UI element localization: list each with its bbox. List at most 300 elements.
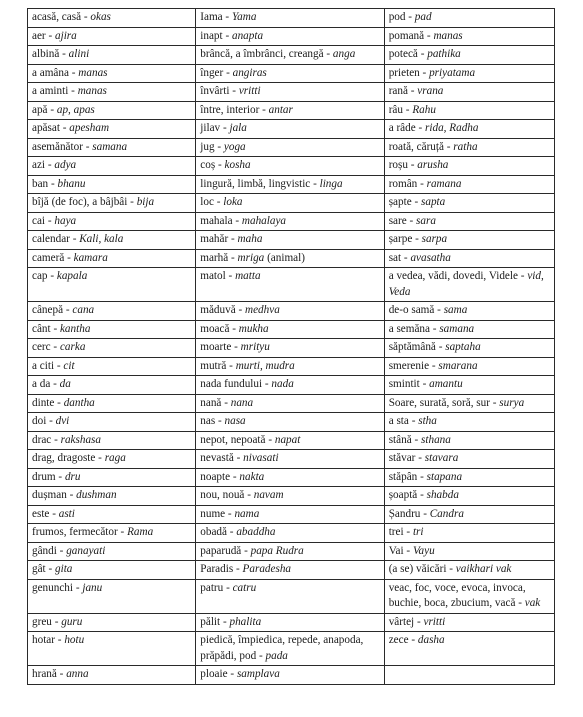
separator: - <box>225 270 236 282</box>
separator: - <box>228 251 238 264</box>
table-row <box>28 138 555 157</box>
sanskrit-word: pad <box>414 11 432 23</box>
table-cell <box>384 120 554 139</box>
table-cell <box>384 64 554 83</box>
separator: - <box>222 29 232 42</box>
romanian-word: a da <box>32 378 51 390</box>
table-cell <box>28 27 196 46</box>
sanskrit-word: hotu <box>64 634 85 646</box>
sanskrit-word: anga <box>332 48 356 60</box>
separator: - <box>64 251 74 264</box>
romanian-word: nada fundului <box>200 378 263 390</box>
table-cell <box>196 613 384 632</box>
separator: - <box>434 304 444 316</box>
sanskrit-word: antar <box>268 103 293 116</box>
romanian-word: dinte <box>32 396 55 409</box>
table-row <box>28 613 555 632</box>
table-cell <box>28 194 196 213</box>
romanian-word: sare <box>388 214 407 227</box>
separator: - <box>419 378 430 390</box>
separator: - <box>417 470 427 483</box>
table-row <box>28 632 555 666</box>
separator: - <box>54 396 64 409</box>
separator: - <box>220 615 230 628</box>
table-row <box>28 413 555 432</box>
separator: - <box>56 544 67 557</box>
romanian-word: ploaie <box>200 668 228 680</box>
romanian-word: Soare, surată, soră, sur <box>388 396 490 409</box>
table-cell <box>28 468 196 487</box>
table-cell <box>384 357 554 376</box>
romanian-word: matol <box>200 270 226 282</box>
romanian-word: drag, dragoste <box>32 452 96 464</box>
table-cell <box>28 505 196 524</box>
sanskrit-word: nasa <box>224 415 246 427</box>
romanian-word: stăpân <box>388 470 418 483</box>
table-cell <box>384 613 554 632</box>
separator: - <box>73 581 83 594</box>
table-cell <box>28 357 196 376</box>
romanian-word: cameră <box>32 251 65 264</box>
separator: - <box>45 29 55 42</box>
romanian-word: pălit <box>200 615 221 628</box>
table-cell <box>196 450 384 469</box>
table-cell <box>196 413 384 432</box>
sanskrit-word: bija <box>136 196 155 208</box>
separator: - <box>403 544 413 557</box>
romanian-word: aer <box>32 29 46 42</box>
table-row <box>28 268 555 302</box>
table-cell <box>384 157 554 176</box>
separator: - <box>429 359 439 372</box>
romanian-word: noapte <box>200 470 231 483</box>
table-cell <box>384 268 554 302</box>
romanian-word: trei <box>388 526 404 538</box>
separator: - <box>45 159 55 171</box>
sanskrit-word: carka <box>59 341 86 353</box>
sanskrit-word: mukha <box>238 322 269 335</box>
romanian-word: asemănător <box>32 140 83 153</box>
table-cell <box>384 524 554 543</box>
table-cell <box>196 138 384 157</box>
separator: - <box>408 415 419 427</box>
separator: - <box>407 159 418 171</box>
sanskrit-word: pada <box>265 649 288 662</box>
table-cell <box>196 27 384 46</box>
romanian-word: cerc <box>32 341 51 353</box>
table-cell <box>196 231 384 250</box>
sanskrit-word: Kali, kala <box>79 233 124 245</box>
separator: - <box>226 526 237 538</box>
sanskrit-word: okas <box>90 11 111 23</box>
sanskrit-word: yoga <box>223 140 246 153</box>
separator: - <box>48 177 58 190</box>
table-cell <box>28 394 196 413</box>
table-cell <box>28 524 196 543</box>
sanskrit-word: kapala <box>56 270 88 282</box>
romanian-word: greu <box>32 615 52 628</box>
separator: - <box>235 304 246 316</box>
romanian-word: nevastă <box>200 452 234 464</box>
table-cell <box>384 83 554 102</box>
table-row <box>28 157 555 176</box>
sanskrit-word: raga <box>104 452 126 464</box>
sanskrit-word: catru <box>232 581 257 594</box>
romanian-word: a aminti <box>32 85 69 97</box>
romanian-word: stăvar <box>388 452 416 464</box>
table-cell <box>384 542 554 561</box>
romanian-word: gât <box>32 563 46 575</box>
romanian-word: prieten <box>388 66 420 79</box>
separator: - <box>225 507 235 520</box>
romanian-word: Iama <box>200 11 223 23</box>
table-cell <box>196 83 384 102</box>
sanskrit-word: rakshasa <box>60 433 101 446</box>
romanian-word: drum <box>32 470 56 483</box>
table-row <box>28 120 555 139</box>
table-cell <box>384 376 554 395</box>
separator: - <box>95 452 105 464</box>
sanskrit-word: matta <box>235 270 261 282</box>
sanskrit-word: avasatha <box>410 251 451 264</box>
separator: - <box>54 359 64 372</box>
sanskrit-word: samana <box>439 322 475 335</box>
table-row <box>28 431 555 450</box>
separator: - <box>407 85 418 97</box>
romanian-word: potecă <box>388 48 418 60</box>
sanskrit-word: ramana <box>426 177 462 190</box>
table-cell <box>196 468 384 487</box>
separator: - <box>233 452 244 464</box>
romanian-word: stână <box>388 433 412 446</box>
table-cell <box>384 231 554 250</box>
sanskrit-word: haya <box>54 214 77 227</box>
table-cell <box>196 431 384 450</box>
sanskrit-word: stha <box>418 415 437 427</box>
table-cell <box>196 357 384 376</box>
romanian-word: șarpe <box>388 233 413 245</box>
sanskrit-word: bhanu <box>57 177 86 190</box>
sanskrit-word: saptaha <box>445 341 481 353</box>
romanian-word: este <box>32 507 50 520</box>
romanian-word: pomană <box>388 29 425 42</box>
romanian-word: a semăna <box>388 322 430 335</box>
sanskrit-word: tri <box>412 526 424 538</box>
separator: - <box>55 470 65 483</box>
sanskrit-word: nivasati <box>243 452 279 464</box>
table-cell <box>384 27 554 46</box>
table-cell <box>384 561 554 580</box>
table-cell <box>28 120 196 139</box>
separator: - <box>412 233 422 245</box>
separator: - <box>401 251 411 264</box>
separator: - <box>215 159 225 171</box>
separator: - <box>229 85 239 97</box>
romanian-word: a citi <box>32 359 55 372</box>
separator: - <box>50 341 60 353</box>
table-cell <box>28 46 196 65</box>
romanian-word: a râde <box>388 122 416 134</box>
romanian-word: nepot, nepoată <box>200 433 266 446</box>
sanskrit-word: dushman <box>76 489 117 501</box>
romanian-word: dușman <box>32 489 67 501</box>
table-cell <box>196 666 384 685</box>
separator: - <box>56 668 67 680</box>
table-row <box>28 302 555 321</box>
table-cell <box>196 542 384 561</box>
sanskrit-word: stavara <box>424 452 459 464</box>
sanskrit-word: rida, Radha <box>425 122 479 134</box>
table-cell <box>196 505 384 524</box>
sanskrit-word: mriga <box>237 251 265 264</box>
romanian-word: mahala <box>200 214 233 227</box>
table-cell <box>28 138 196 157</box>
separator: - <box>403 526 413 538</box>
table-cell <box>384 46 554 65</box>
table-cell <box>28 9 196 28</box>
table-row <box>28 339 555 358</box>
glossary-table <box>27 8 555 685</box>
separator: - <box>229 322 239 335</box>
table-cell <box>196 524 384 543</box>
romanian-word: român <box>388 177 418 190</box>
romanian-word: obadă <box>200 526 227 538</box>
romanian-word: roată, căruță <box>388 140 444 153</box>
sanskrit-word: medhva <box>245 304 280 316</box>
sanskrit-word: loka <box>223 196 243 208</box>
table-cell <box>28 212 196 231</box>
table-cell <box>384 302 554 321</box>
table-cell <box>384 487 554 506</box>
separator: - <box>420 507 430 520</box>
romanian-word: săptămână <box>388 341 436 353</box>
table-cell <box>28 101 196 120</box>
romanian-word: nume <box>200 507 226 520</box>
sanskrit-word: adya <box>54 159 77 171</box>
separator: - <box>241 544 251 557</box>
separator: - <box>446 563 456 575</box>
romanian-word: cap <box>32 270 48 282</box>
sanskrit-word: Rahu <box>412 103 436 116</box>
sanskrit-word: sarpa <box>421 233 448 245</box>
romanian-word: Șandru <box>388 507 421 520</box>
table-cell <box>196 157 384 176</box>
separator: - <box>265 433 275 446</box>
romanian-word: mutră <box>200 359 227 372</box>
table-cell <box>384 175 554 194</box>
table-row <box>28 194 555 213</box>
table-cell <box>28 231 196 250</box>
table-row <box>28 542 555 561</box>
separator: - <box>59 122 70 134</box>
table-cell <box>28 613 196 632</box>
romanian-word: Paradis <box>200 563 234 575</box>
romanian-word: acasă, casă <box>32 11 82 23</box>
romanian-word: brâncă, a îmbrânci, creangă <box>200 48 324 60</box>
sanskrit-word: papa Rudra <box>250 544 304 557</box>
separator: - <box>220 122 230 134</box>
romanian-word: nas <box>200 415 216 427</box>
table-cell <box>384 468 554 487</box>
table-cell <box>28 542 196 561</box>
table-cell <box>196 175 384 194</box>
table-row <box>28 394 555 413</box>
sanskrit-word: janu <box>82 581 103 594</box>
separator: - <box>223 66 233 79</box>
romanian-word: (a se) văicări <box>388 563 447 575</box>
separator: - <box>213 196 224 208</box>
table-cell <box>384 212 554 231</box>
sanskrit-word: anna <box>66 668 89 680</box>
sanskrit-word: sara <box>416 214 436 227</box>
sanskrit-word: vak <box>524 597 541 609</box>
sanskrit-word: vritti <box>238 85 261 97</box>
sanskrit-word: vaikhari vak <box>455 563 512 575</box>
separator: - <box>66 489 77 501</box>
separator: - <box>50 322 60 335</box>
separator: - <box>50 378 60 390</box>
table-cell <box>384 579 554 613</box>
separator: - <box>406 214 417 227</box>
sanskrit-word: angiras <box>232 66 267 79</box>
table-cell <box>196 487 384 506</box>
romanian-word: șapte <box>388 196 412 208</box>
sanskrit-word: manas <box>78 66 108 79</box>
separator: - <box>51 433 61 446</box>
table-cell <box>196 579 384 613</box>
romanian-word: înger <box>200 66 224 79</box>
table-cell <box>196 376 384 395</box>
separator: - <box>127 196 137 208</box>
separator: - <box>517 270 528 282</box>
separator: - <box>515 597 525 609</box>
sanskrit-word: manas <box>77 85 107 97</box>
table-cell <box>196 561 384 580</box>
table-row <box>28 212 555 231</box>
separator: - <box>45 563 55 575</box>
table-row <box>28 27 555 46</box>
separator: - <box>262 378 272 390</box>
separator: - <box>47 270 57 282</box>
romanian-word: lingură, limbă, lingvistic <box>200 177 311 190</box>
table-row <box>28 450 555 469</box>
table-cell <box>384 101 554 120</box>
romanian-word: albină <box>32 48 60 60</box>
sanskrit-word: smarana <box>438 359 478 372</box>
sanskrit-word: cit <box>63 359 75 372</box>
romanian-word: frumos, fermecător <box>32 526 118 538</box>
romanian-word: drac <box>32 433 52 446</box>
table-cell <box>28 268 196 302</box>
romanian-word: cânepă <box>32 304 64 316</box>
separator: - <box>215 415 225 427</box>
romanian-word: nană <box>200 396 222 409</box>
separator: - <box>117 526 128 538</box>
sanskrit-word: ganayati <box>66 544 106 557</box>
table-row <box>28 175 555 194</box>
table-cell <box>28 339 196 358</box>
table-cell <box>196 46 384 65</box>
romanian-word: genunchi <box>32 581 74 594</box>
table-cell <box>196 120 384 139</box>
romanian-word: gândi <box>32 544 57 557</box>
sanskrit-word: ap, apas <box>56 103 95 116</box>
table-cell <box>28 632 196 666</box>
table-row <box>28 487 555 506</box>
table-cell <box>28 64 196 83</box>
table-cell <box>196 268 384 302</box>
separator: - <box>227 668 237 680</box>
separator: - <box>231 341 241 353</box>
sanskrit-word: cana <box>72 304 95 316</box>
table-cell <box>28 487 196 506</box>
sanskrit-word: phalita <box>229 615 262 628</box>
sanskrit-word: kosha <box>224 159 251 171</box>
romanian-word: rană <box>388 85 408 97</box>
romanian-word: paparudă <box>200 544 242 557</box>
sanskrit-word: sthana <box>421 433 451 446</box>
separator: - <box>69 233 80 245</box>
romanian-word: moacă <box>200 322 230 335</box>
sanskrit-word: kamara <box>73 251 108 264</box>
romanian-word: măduvă <box>200 304 236 316</box>
sanskrit-word: surya <box>499 396 525 409</box>
separator: - <box>417 177 427 190</box>
separator: - <box>402 103 413 116</box>
table-cell <box>384 505 554 524</box>
table-cell <box>384 9 554 28</box>
table-cell <box>196 249 384 268</box>
sanskrit-word: vid, Veda <box>388 270 544 298</box>
table-cell <box>196 320 384 339</box>
table-cell <box>384 666 554 685</box>
sanskrit-word: ratha <box>453 140 478 153</box>
separator: - <box>408 634 418 646</box>
romanian-word: vârtej <box>388 615 415 628</box>
romanian-word: ban <box>32 177 49 190</box>
table-cell <box>384 194 554 213</box>
sanskrit-word: apesham <box>69 122 110 134</box>
table-cell <box>384 450 554 469</box>
table-cell <box>196 9 384 28</box>
table-cell <box>28 450 196 469</box>
sanskrit-word: Paradesha <box>242 563 292 575</box>
separator: - <box>430 322 440 335</box>
romanian-word: roșu <box>388 159 408 171</box>
table-cell <box>384 632 554 666</box>
separator: - <box>55 634 65 646</box>
sanskrit-word: jala <box>229 122 247 134</box>
sanskrit-word: gita <box>55 563 73 575</box>
table-row <box>28 249 555 268</box>
table-row <box>28 101 555 120</box>
sanskrit-word: murti, mudra <box>235 359 295 372</box>
table-cell <box>384 249 554 268</box>
sanskrit-word: priyatama <box>429 66 476 79</box>
separator: - <box>419 66 430 79</box>
romanian-word: hrană <box>32 668 57 680</box>
glossary-body <box>28 9 555 685</box>
separator: - <box>405 11 415 23</box>
romanian-word: coș <box>200 159 216 171</box>
table-row <box>28 46 555 65</box>
separator: - <box>443 140 454 153</box>
separator: - <box>415 122 426 134</box>
table-cell <box>28 249 196 268</box>
separator: - <box>244 489 254 501</box>
separator: - <box>417 48 428 60</box>
separator: - <box>47 103 57 116</box>
